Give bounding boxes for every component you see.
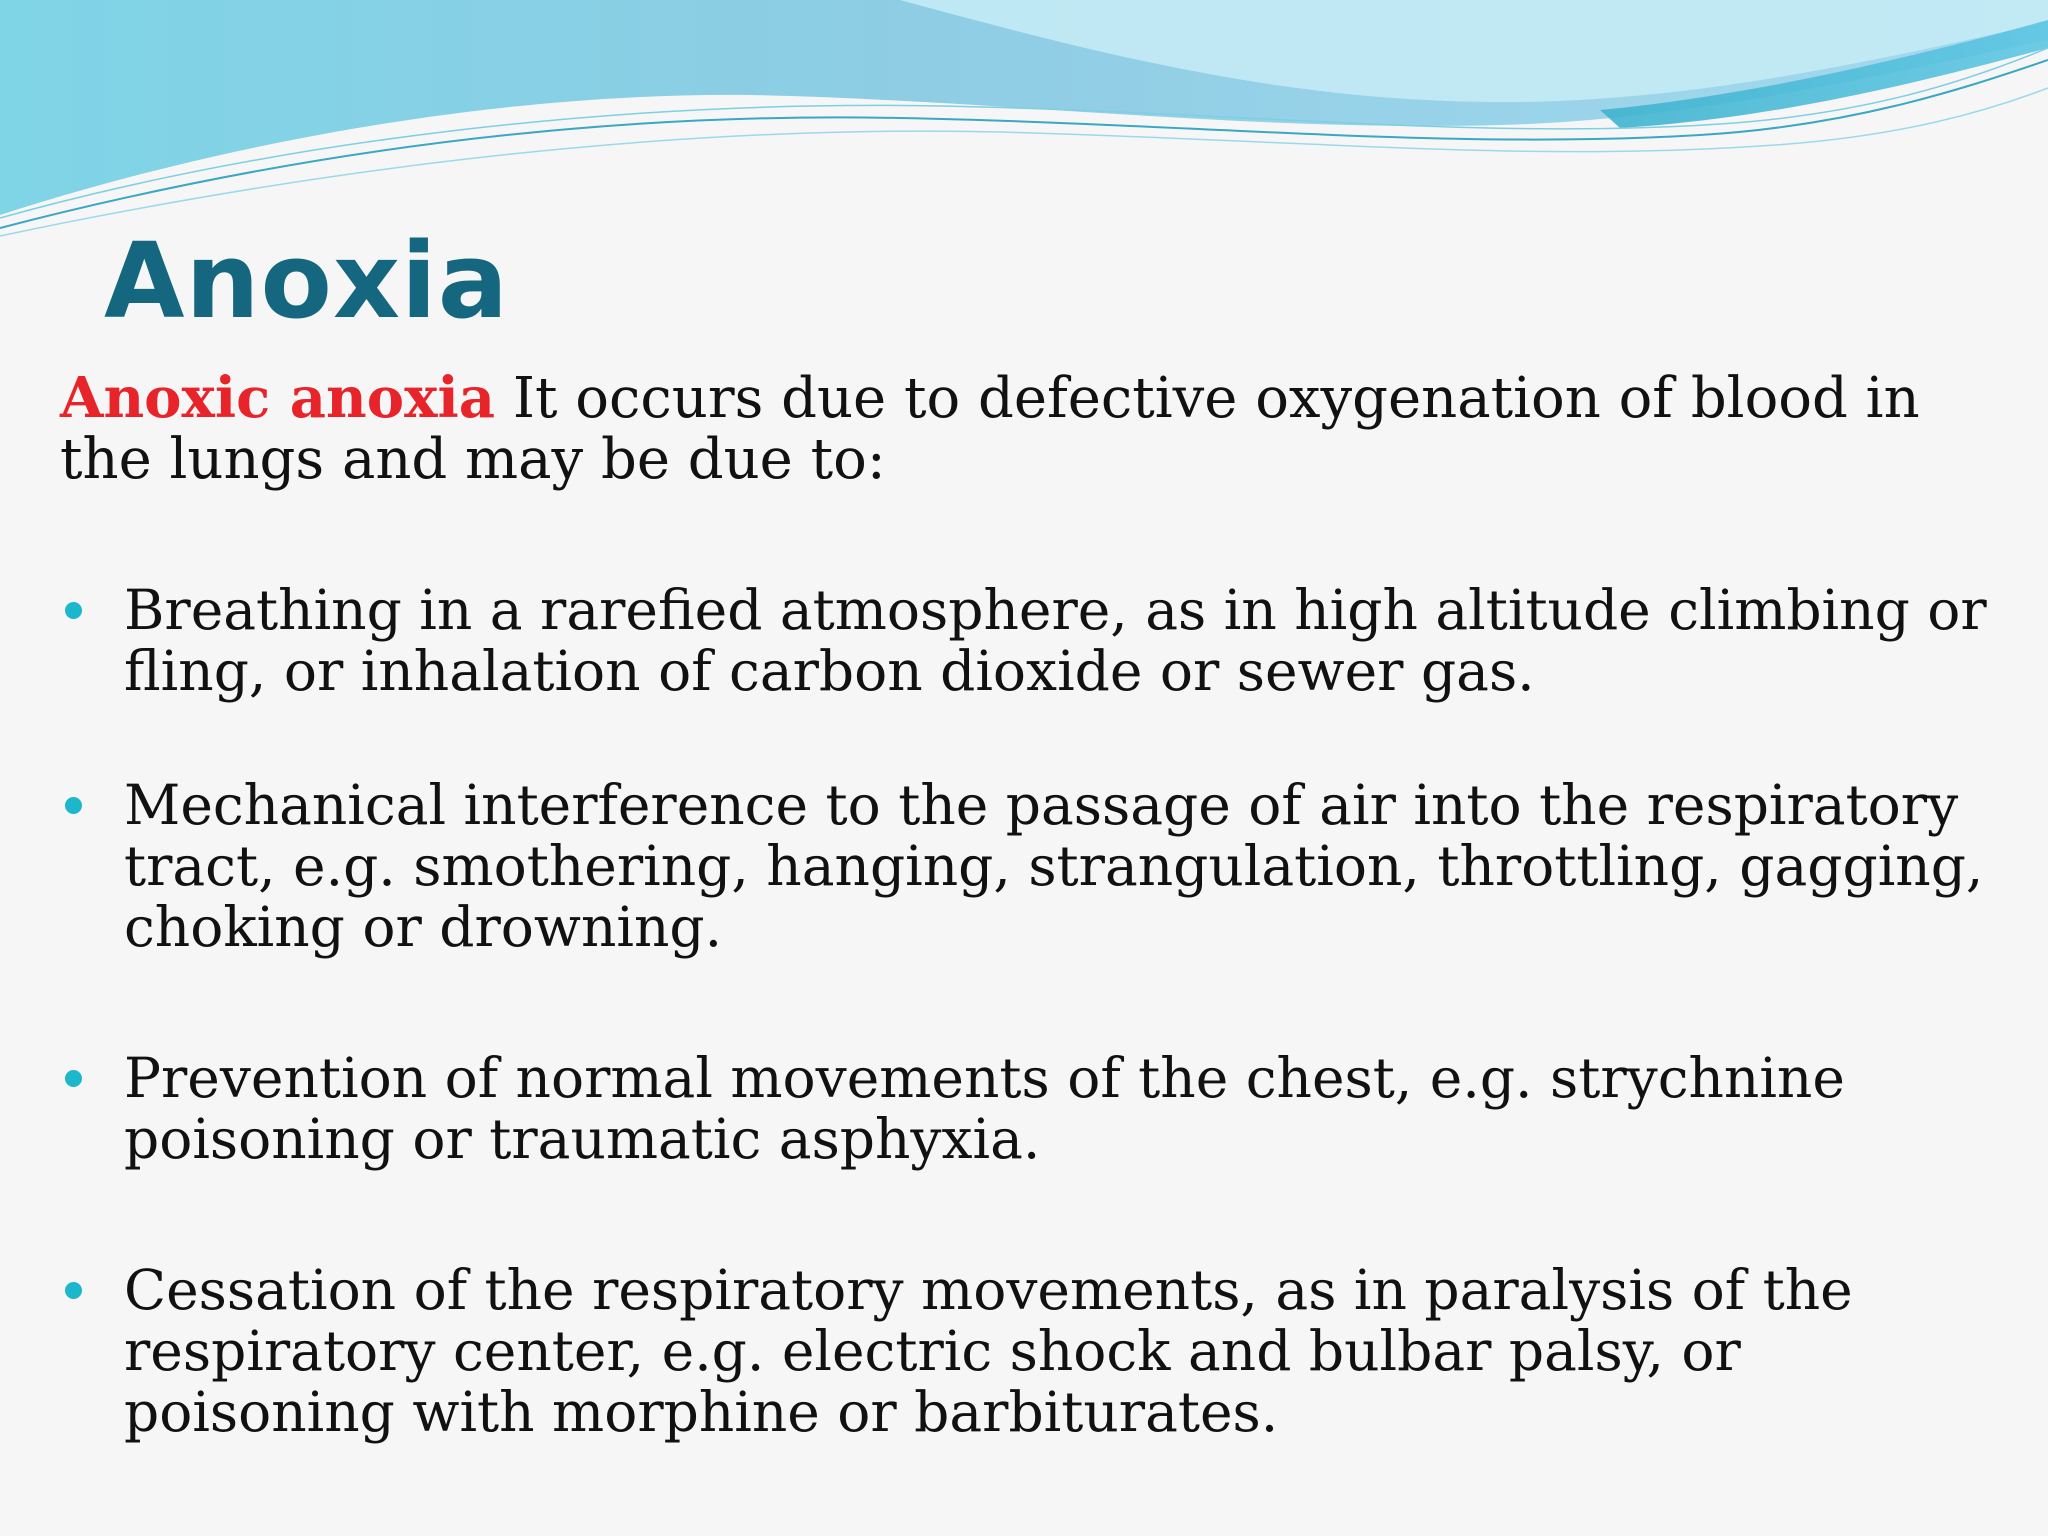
term-highlight: Anoxic anoxia	[60, 365, 496, 431]
bullet-dot-icon	[65, 1070, 82, 1087]
cause-list	[60, 580, 2000, 1443]
list-item-text: Prevention of normal movements of the chest, e.g. strychnine poisoning or traumatic asphyxia.	[124, 1046, 1845, 1171]
list-item-text: Cessation of the respiratory movements, as in paralysis of the respiratory center, e.g. electric shock and bulbar palsy, or poisoning with morphine or barbiturates.	[124, 1258, 1853, 1444]
intro-paragraph	[60, 365, 2000, 492]
list-item	[60, 580, 2000, 702]
slide-title: Anoxia	[104, 220, 509, 342]
list-item	[60, 1260, 2000, 1443]
intro-text: It occurs due to defective oxygenation of blood in the lungs and may be due to:	[60, 366, 1920, 492]
list-item-text: Mechanical interference to the passage of air into the respiratory tract, e.g. smothering, hanging, strangulation, throttling, gagging, choking or drowning.	[124, 773, 1984, 959]
bullet-dot-icon	[65, 602, 82, 619]
header-wave-decoration	[0, 0, 2048, 240]
bullet-dot-icon	[65, 797, 82, 814]
list-item	[60, 1048, 2000, 1170]
list-item-text: Breathing in a rarefied atmosphere, as in high altitude climbing or fling, or inhalation of carbon dioxide or sewer gas.	[124, 578, 1987, 703]
list-item	[60, 775, 2000, 958]
bullet-dot-icon	[65, 1282, 82, 1299]
